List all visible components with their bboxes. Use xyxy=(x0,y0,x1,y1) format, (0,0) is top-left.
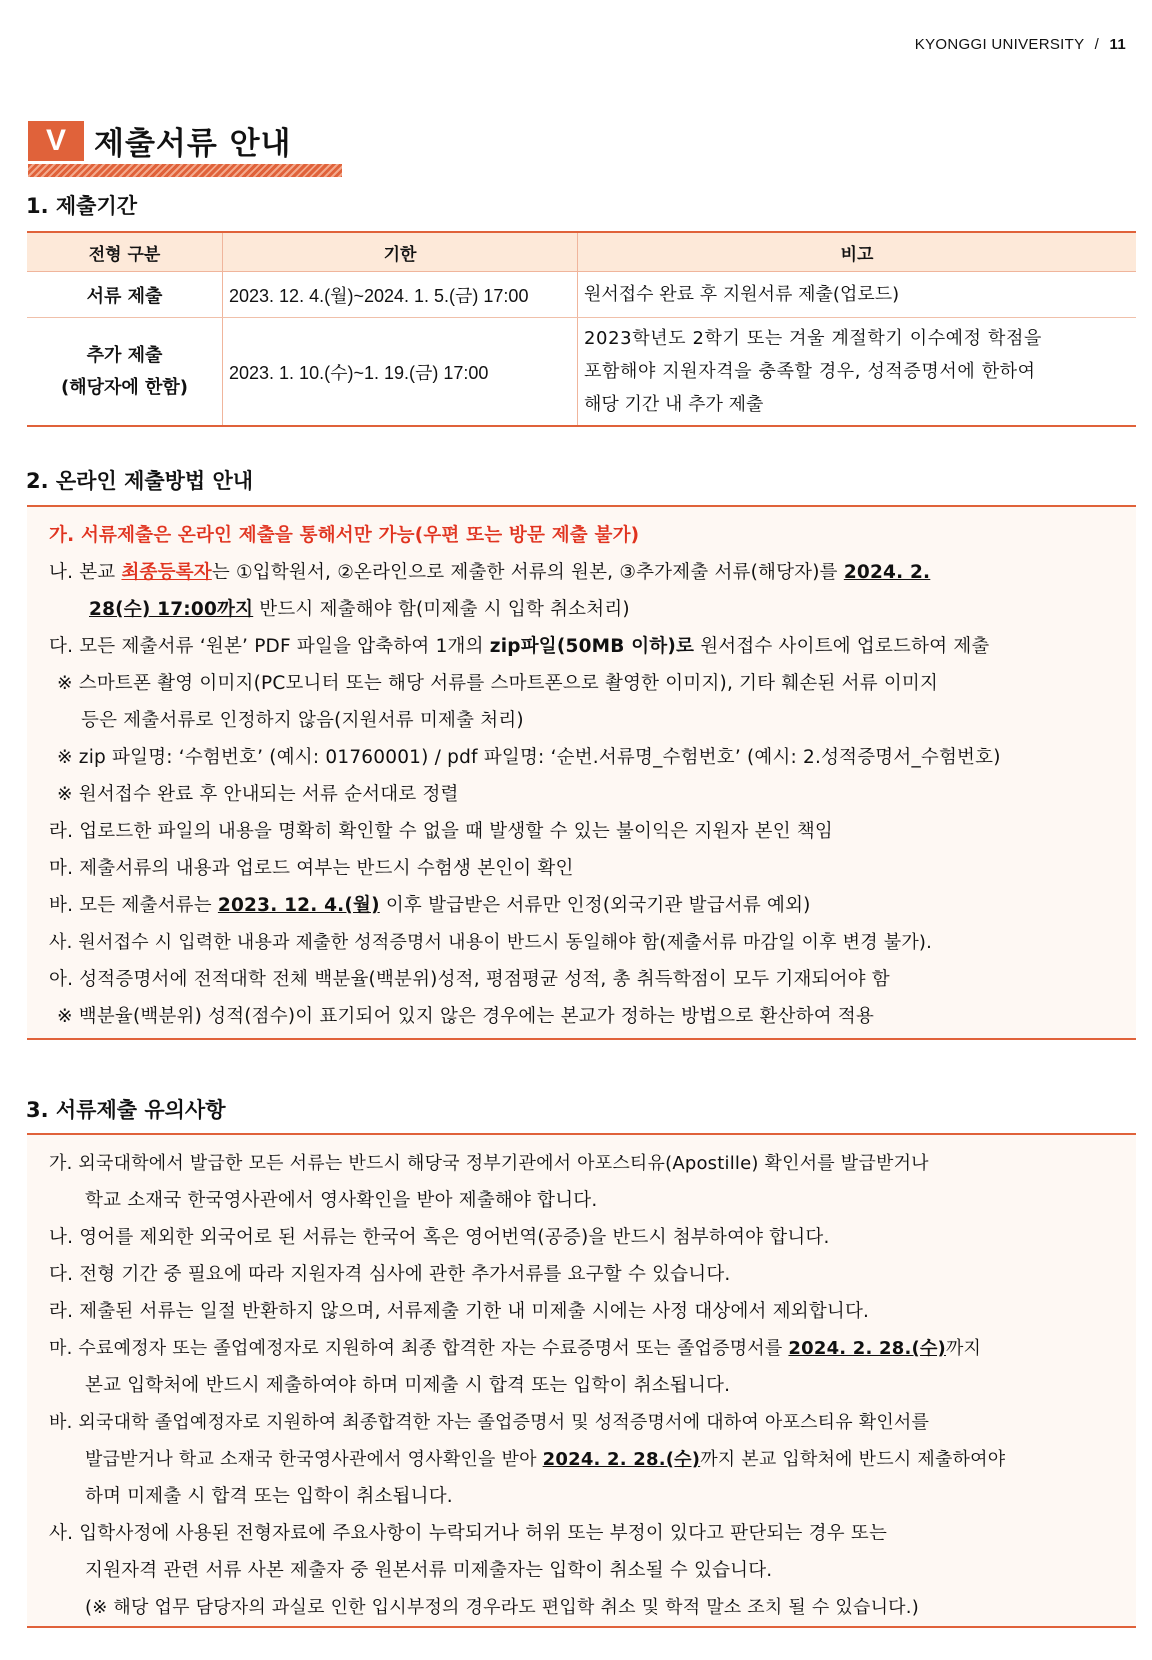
text-segment: 마. 수료예정자 또는 졸업예정자로 지원하여 최종 합격한 자는 수료증명서 또는 졸업증명서를 xyxy=(49,1338,789,1359)
section-name: 제출서류 안내 xyxy=(94,126,292,162)
issue-date: 2023. 12. 4.(월) xyxy=(217,895,380,916)
page-header xyxy=(915,36,1126,53)
deadline-date: 2024. 2. 28.(수) xyxy=(788,1338,946,1359)
zip-file-requirement: zip파일(50MB 이하)로 xyxy=(489,636,695,657)
note-line xyxy=(49,1334,981,1360)
header-separator: / xyxy=(1094,36,1100,53)
note-line: 학교 소재국 한국영사관에서 영사확인을 받아 제출해야 합니다. xyxy=(85,1190,598,1211)
text-segment: 이후 발급받은 서류만 인정(외국기관 발급서류 예외) xyxy=(379,895,811,916)
note-line: 나. 영어를 제외한 외국어로 된 서류는 한국어 혹은 영어번역(공증)을 반드시 첨부하여야 합니다. xyxy=(49,1227,830,1248)
note-line: 사. 입학사정에 사용된 전형자료에 주요사항이 누락되거나 허위 또는 부정이 있다고 판단되는 경우 또는 xyxy=(49,1523,888,1544)
text-segment: 까지 본교 입학처에 반드시 제출하여야 xyxy=(700,1449,1006,1470)
table-row xyxy=(27,318,1136,427)
text-segment: 다. 모든 제출서류 ‘원본’ PDF 파일을 압축하여 1개의 xyxy=(49,636,490,657)
deadline-date: 2024. 2. 28.(수) xyxy=(542,1449,701,1470)
notice-line: 가. 서류제출은 온라인 제출을 통해서만 가능(우편 또는 방문 제출 불가) xyxy=(49,525,640,546)
note-line: (※ 해당 업무 담당자의 과실로 인한 입시부정의 경우라도 편입학 취소 및 학적 말소 조치 될 수 있습니다.) xyxy=(85,1597,919,1618)
highlight-final-registrant: 최종등록자 xyxy=(121,562,212,583)
text-segment: 까지 xyxy=(945,1338,982,1359)
note-line xyxy=(85,1445,1005,1471)
text-segment: 는 ①입학원서, ②온라인으로 제출한 서류의 원본, ③추가제출 서류(해당자)를 xyxy=(211,562,844,583)
column-header: 기한 xyxy=(223,232,578,272)
section-title xyxy=(28,118,291,163)
notice-line xyxy=(89,595,630,621)
table-header-row xyxy=(27,232,1136,272)
note-line: 지원자격 관련 서류 사본 제출자 중 원본서류 미제출자는 입학이 취소될 수 있습니다. xyxy=(85,1560,773,1581)
table-cell-period: 2023. 1. 10.(수)~1. 19.(금) 17:00 xyxy=(223,318,578,427)
notice-line: ※ zip 파일명: ‘수험번호’ (예시: 01760001) / pdf 파일명: ‘순번.서류명_수험번호’ (예시: 2.성적증명서_수험번호) xyxy=(57,747,1001,768)
text-segment: 나. 본교 xyxy=(49,562,122,583)
type-sublabel: (해당자에 한함) xyxy=(60,376,189,398)
note-line: 포함해야 지원자격을 충족할 경우, 성적증명서에 한하여 xyxy=(584,361,1036,382)
type-label: 추가 제출 xyxy=(86,344,163,366)
deadline-time: 28(수) 17:00까지 xyxy=(89,599,254,620)
table-cell-period: 2023. 12. 4.(월)~2024. 1. 5.(금) 17:00 xyxy=(223,272,578,318)
column-header: 비고 xyxy=(578,232,1137,272)
notice-line: ※ 원서접수 완료 후 안내되는 서류 순서대로 정렬 xyxy=(57,784,459,805)
note-line: 다. 전형 기간 중 필요에 따라 지원자격 심사에 관한 추가서류를 요구할 수 있습니다. xyxy=(49,1264,731,1285)
note-line: 본교 입학처에 반드시 제출하여야 하며 미제출 시 합격 또는 입학이 취소됩니다. xyxy=(85,1375,731,1396)
notice-line: 아. 성적증명서에 전적대학 전체 백분율(백분위)성적, 평점평균 성적, 총 취득학점이 모두 기재되어야 함 xyxy=(49,969,890,990)
notice-line: ※ 백분율(백분위) 성적(점수)이 표기되어 있지 않은 경우에는 본교가 정하는 방법으로 환산하여 적용 xyxy=(57,1006,875,1027)
university-name: KYONGGI UNIVERSITY xyxy=(914,36,1085,53)
online-submission-box xyxy=(27,505,1136,1040)
section-number-badge: V xyxy=(28,121,84,161)
heading-submission-notes: 3. 서류제출 유의사항 xyxy=(26,1098,226,1122)
text-segment: 바. 모든 제출서류는 xyxy=(49,895,218,916)
note-line: 2023학년도 2학기 또는 겨울 계절학기 이수예정 학점을 xyxy=(584,328,1042,349)
notice-line: 사. 원서접수 시 입력한 내용과 제출한 성적증명서 내용이 반드시 동일해야 함(제출서류 마감일 이후 변경 불가). xyxy=(49,932,933,953)
column-header: 전형 구분 xyxy=(27,232,223,272)
notice-line: 등은 제출서류로 인정하지 않음(지원서류 미제출 처리) xyxy=(81,710,524,731)
table-row xyxy=(27,272,1136,318)
note-line: 바. 외국대학 졸업예정자로 지원하여 최종합격한 자는 졸업증명서 및 성적증명서에 대하여 아포스티유 확인서를 xyxy=(49,1412,930,1433)
note-line: 가. 외국대학에서 발급한 모든 서류는 반드시 해당국 정부기관에서 아포스티유(Apostille) 확인서를 발급받거나 xyxy=(49,1153,929,1174)
notice-line: 라. 업로드한 파일의 내용을 명확히 확인할 수 없을 때 발생할 수 있는 불이익은 지원자 본인 책임 xyxy=(49,821,833,842)
submission-notes-box xyxy=(27,1133,1136,1628)
page-number: 11 xyxy=(1109,36,1126,53)
notice-line xyxy=(49,632,990,658)
section-underline-decoration xyxy=(28,164,342,177)
note-line: 라. 제출된 서류는 일절 반환하지 않으며, 서류제출 기한 내 미제출 시에는 사정 대상에서 제외합니다. xyxy=(49,1301,870,1322)
notice-line: ※ 스마트폰 촬영 이미지(PC모니터 또는 해당 서류를 스마트폰으로 촬영한 이미지), 기타 훼손된 서류 이미지 xyxy=(57,673,939,694)
table-cell-note xyxy=(578,318,1137,427)
deadline-date: 2024. 2. xyxy=(843,562,931,583)
table-cell-type xyxy=(27,318,223,427)
notice-line: 마. 제출서류의 내용과 업로드 여부는 반드시 수험생 본인이 확인 xyxy=(49,858,574,879)
text-segment: 원서접수 사이트에 업로드하여 제출 xyxy=(694,636,990,657)
heading-online-submission: 2. 온라인 제출방법 안내 xyxy=(26,469,254,493)
note-line: 하며 미제출 시 합격 또는 입학이 취소됩니다. xyxy=(85,1486,453,1507)
heading-submission-period: 1. 제출기간 xyxy=(26,194,138,218)
notice-line xyxy=(49,558,930,584)
submission-period-table xyxy=(27,231,1136,427)
table-cell-type: 서류 제출 xyxy=(27,272,223,318)
note-line: 해당 기간 내 추가 제출 xyxy=(584,394,764,415)
text-segment: 반드시 제출해야 함(미제출 시 입학 취소처리) xyxy=(253,599,630,620)
notice-line xyxy=(49,891,811,917)
text-segment: 발급받거나 학교 소재국 한국영사관에서 영사확인을 받아 xyxy=(85,1449,543,1470)
table-cell-note: 원서접수 완료 후 지원서류 제출(업로드) xyxy=(578,272,1137,318)
